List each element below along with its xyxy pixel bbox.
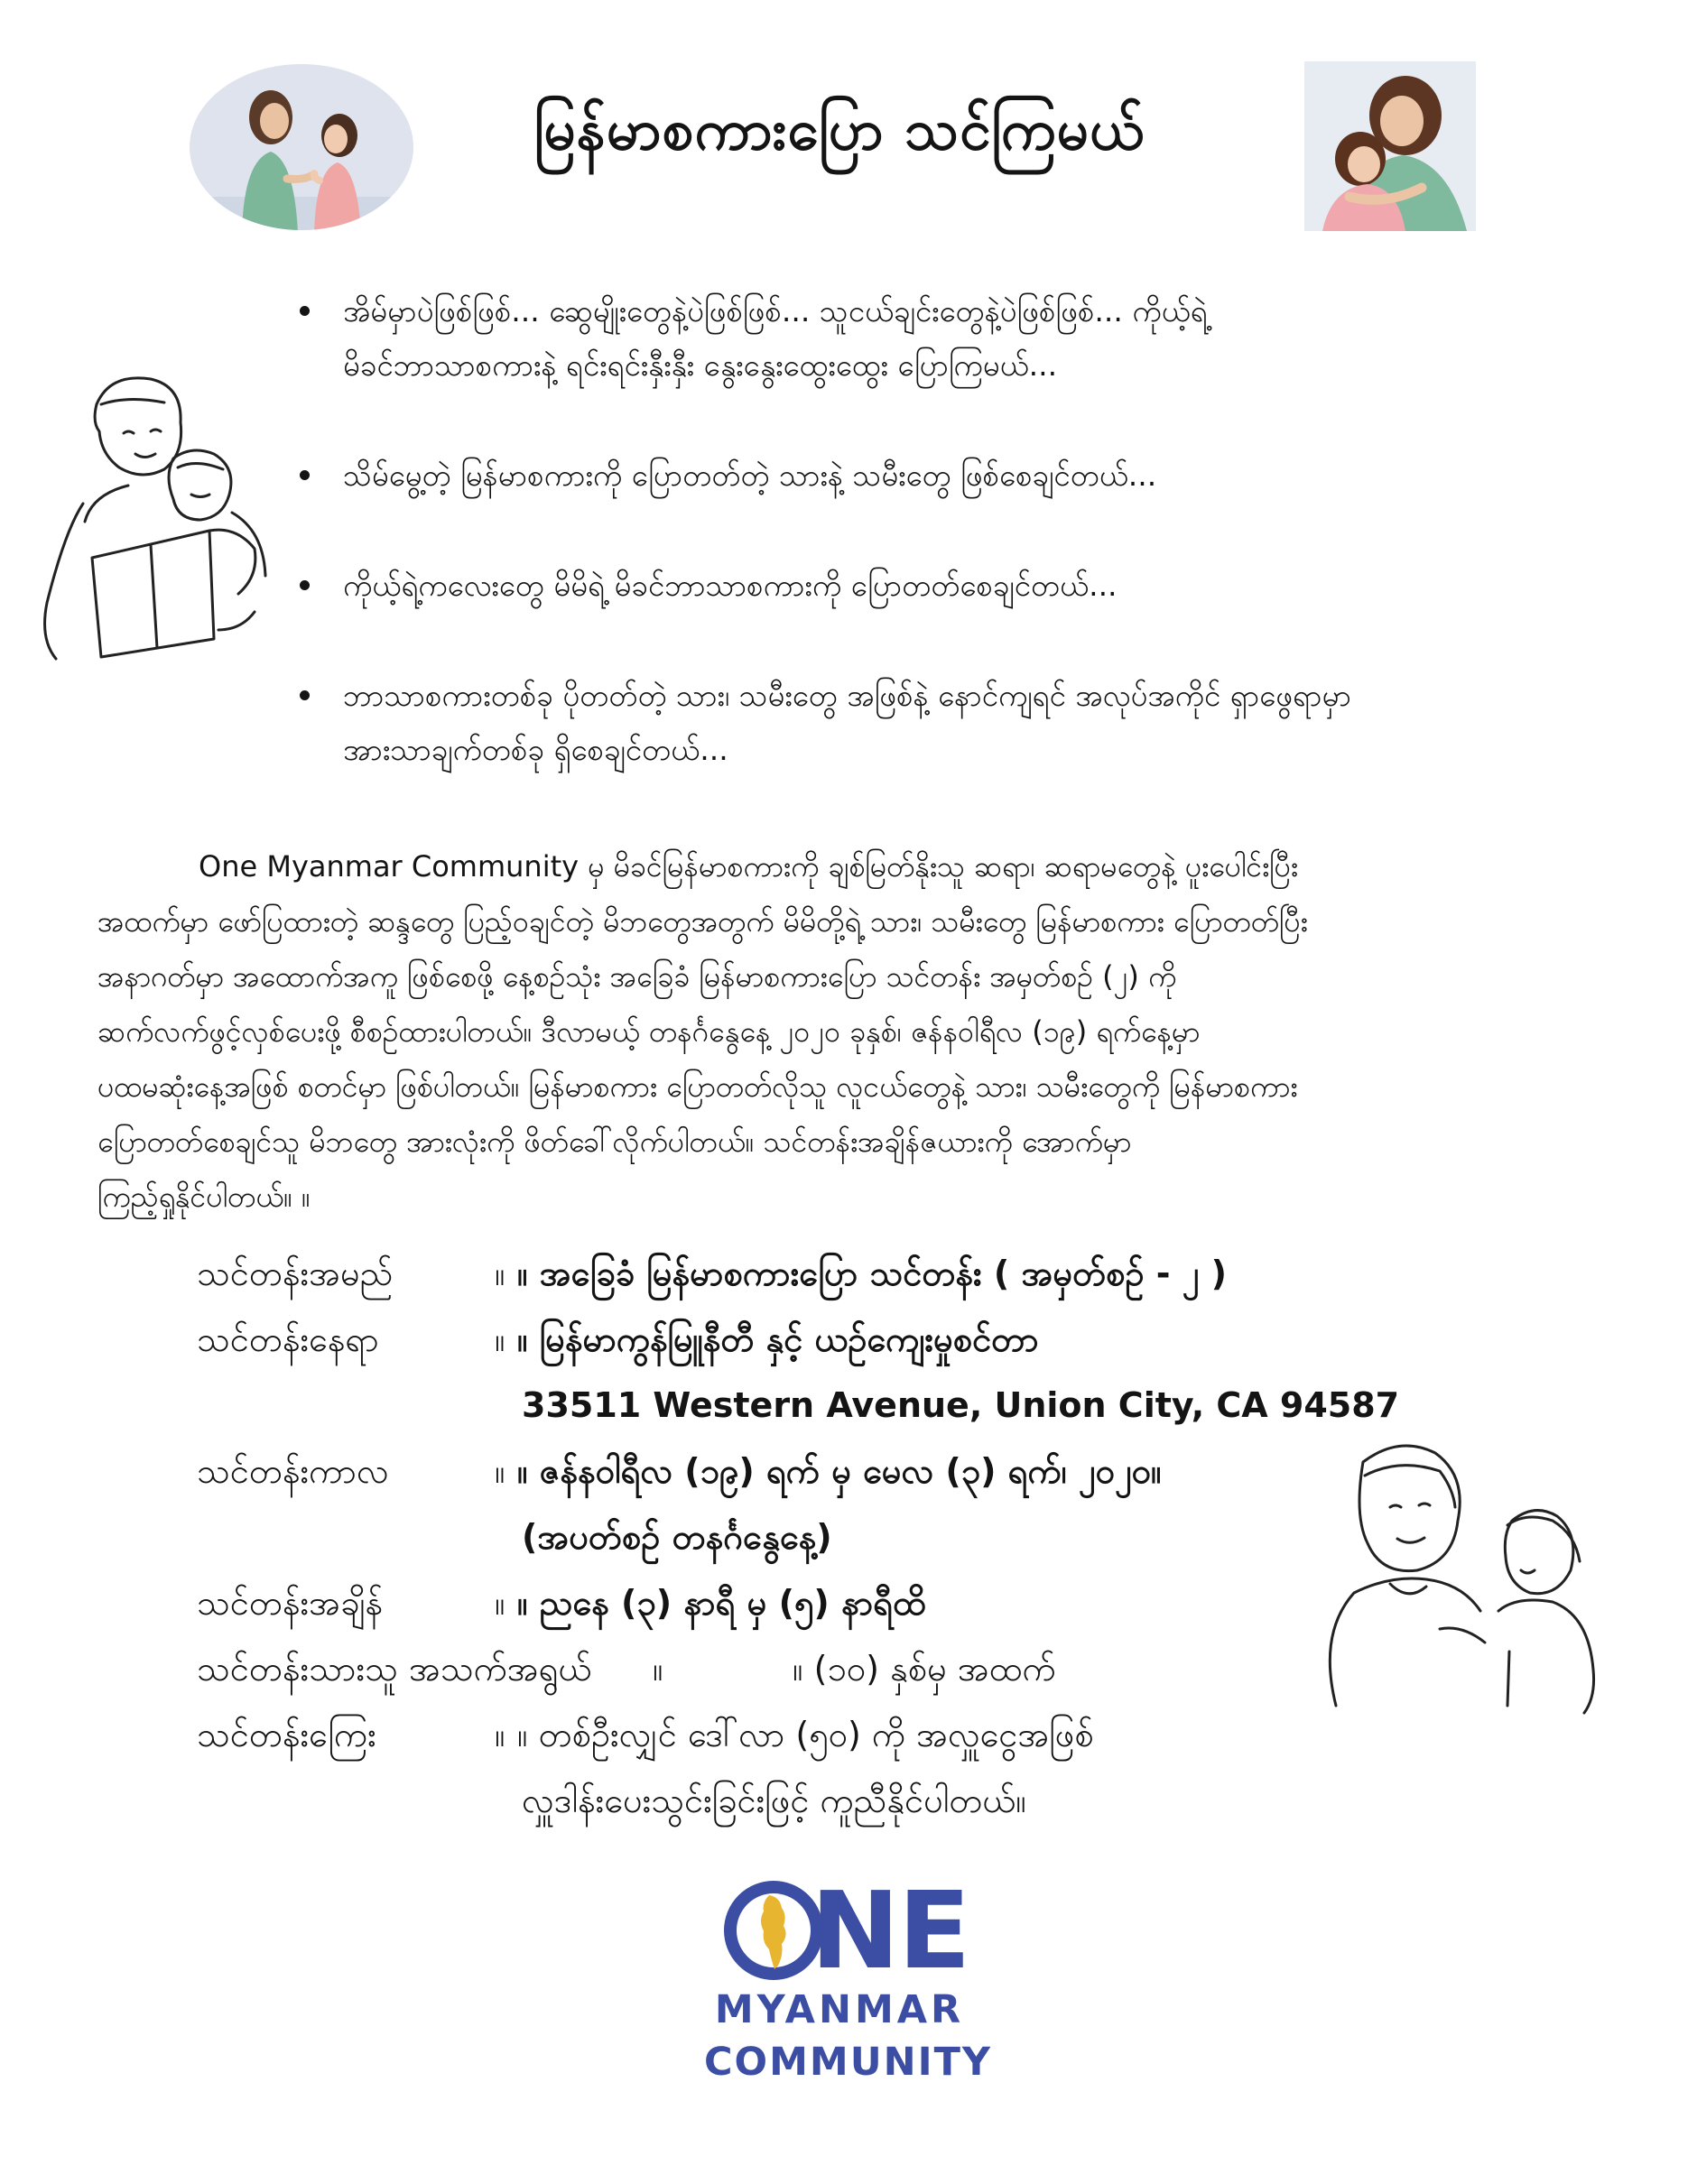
- paragraph-line: ဆက်လက်ဖွင့်လှစ်ပေးဖို့ စီစဥ်ထားပါတယ်။ ဒီလာမယ့် တနင်္ဂနွေနေ့ ၂၀၂၀ ခုနှစ်၊ ဇန်နဝါရီလ (၁၉) ရက်နေ့မှာ: [97, 1014, 1201, 1049]
- detail-value: ။ မြန်မာကွန်မြူနီတီ နှင့် ယဥ်ကျေးမှုစင်တာ: [517, 1319, 1039, 1359]
- detail-separator: ။: [495, 1319, 505, 1359]
- detail-label: သင်တန်းကြေး: [197, 1715, 376, 1754]
- bullet-text-line: ကိုယ့်ရဲ့ကလေးတွေ မိမိရဲ့ မိခင်ဘာသာစကားကို ပြောတတ်စေချင်တယ်...: [343, 568, 1118, 603]
- paragraph-line: ပြောတတ်စေချင်သူ မိဘတွေ အားလုံးကို ဖိတ်ခေါ်လိုက်ပါတယ်။ သင်တန်းအချိန်ဇယားကို အောက်မှာ: [97, 1124, 1132, 1159]
- paragraph-line: အနာဂတ်မှာ အထောက်အကူ ဖြစ်စေဖို့ နေ့စဥ်သုံး အခြေခံ မြန်မာစကားပြော သင်တန်း အမှတ်စဥ် (၂) ကို: [97, 959, 1177, 994]
- detail-row-fee-note: [197, 1768, 1551, 1834]
- bullet-text-line: သိမ်မွေ့တဲ့ မြန်မာစကားကို ပြောတတ်တဲ့ သားနဲ့ သမီးတွေ ဖြစ်စေချင်တယ်...: [343, 458, 1157, 493]
- intro-paragraph: [97, 839, 1587, 1225]
- bullet-text-line: အိမ်မှာပဲဖြစ်ဖြစ်... ဆွေမျိုးတွေနဲ့ပဲဖြစ်ဖြစ်... သူငယ်ချင်းတွေနဲ့ပဲဖြစ်ဖြစ်... ကိုယ့်ရဲ့: [343, 293, 1208, 329]
- list-item: [289, 449, 1571, 503]
- detail-row-period-note: [197, 1504, 1551, 1570]
- one-myanmar-community-logo: [704, 1868, 993, 2094]
- myanmar-map-icon: [724, 1879, 823, 1982]
- detail-row-age: [197, 1636, 1551, 1702]
- bullet-text-line: မိခင်ဘာသာစကားနဲ့ ရင်းရင်းနှီးနှီး နွေးနွေးထွေးထွေး ပြောကြမယ်...: [343, 347, 1058, 383]
- bullet-text-line: ဘာသာစကားတစ်ခု ပိုတတ်တဲ့ သား၊ သမီးတွေ အဖြစ်နဲ့ နောင်ကျရင် အလုပ်အကိုင် ရှာဖွေရာမှာ: [343, 678, 1351, 713]
- paragraph-line: အထက်မှာ ဖော်ပြထားတဲ့ ဆန္ဒတွေ ပြည့်ဝချင်တဲ့ မိဘတွေအတွက် မိမိတို့ရဲ့ သား၊ သမီးတွေ မြန်မာစကား ပြောတတ်ပြီး: [97, 904, 1308, 939]
- detail-row-time: [197, 1570, 1551, 1636]
- father-reading-book-to-son-sketch: [29, 368, 291, 662]
- page-title: မြန်မာစကားပြော သင်ကြမယ်: [533, 97, 1145, 162]
- detail-row-name: [197, 1241, 1551, 1307]
- detail-row-period: [197, 1439, 1551, 1504]
- bullet-list: [289, 284, 1571, 777]
- paragraph-line: One Myanmar Community မှ မိခင်မြန်မာစကားကို ချစ်မြတ်နိုးသူ ဆရာ၊ ဆရာမတွေနဲ့ ပူးပေါင်းပြီး: [199, 849, 1298, 884]
- list-item: [289, 559, 1571, 613]
- detail-row-address: [197, 1373, 1551, 1439]
- paragraph-line: ကြည့်ရှုနိုင်ပါတယ်။ ။: [97, 1180, 311, 1214]
- bullet-icon: [300, 306, 310, 316]
- detail-label: သင်တန်းအချိန်: [197, 1583, 384, 1623]
- bullet-text-line: အားသာချက်တစ်ခု ရှိစေချင်တယ်...: [343, 732, 728, 767]
- detail-value: ။ ညနေ (၃) နာရီ မှ (၅) နာရီထိ: [517, 1583, 926, 1623]
- detail-separator: ။: [495, 1254, 505, 1293]
- period-note: (အပတ်စဥ် တနင်္ဂနွေနေ့): [522, 1517, 832, 1557]
- detail-value: ။ တစ်ဦးလျှင် ဒေါ်လာ (၅၀) ကို အလှူငွေအဖြစ်: [517, 1715, 1094, 1754]
- course-details: [197, 1241, 1551, 1834]
- mother-hugging-daughter-illustration: [1304, 61, 1476, 231]
- detail-label: သင်တန်းနေရာ: [197, 1319, 379, 1359]
- logo-myanmar-text: MYANMAR: [714, 1987, 965, 2032]
- detail-label: သင်တန်းသားသူ အသက်အရွယ်: [197, 1649, 592, 1689]
- detail-value: ။ အခြေခံ မြန်မာစကားပြော သင်တန်း ( အမှတ်စဥ် - ၂ ): [517, 1254, 1228, 1293]
- fee-note: လှူဒါန်းပေးသွင်းခြင်းဖြင့် ကူညီနိုင်ပါတယ်။: [522, 1781, 1026, 1820]
- detail-value: ။ (၁၀) နှစ်မှ အထက်: [793, 1649, 1056, 1689]
- detail-separator: ။: [495, 1715, 505, 1754]
- logo-one-text: NE: [811, 1868, 969, 1993]
- detail-row-location: [197, 1307, 1551, 1373]
- list-item: [289, 284, 1571, 393]
- address-text: 33511 Western Avenue, Union City, CA 94587: [522, 1385, 1400, 1425]
- detail-separator: ။: [653, 1649, 663, 1689]
- paragraph-line: ပထမဆုံးနေ့အဖြစ် စတင်မှာ ဖြစ်ပါတယ်။ မြန်မာစကား ပြောတတ်လိုသူ လူငယ်တွေနဲ့ သား၊ သမီးတွေကို မြန်မာစကား: [97, 1069, 1298, 1104]
- bullet-icon: [300, 580, 310, 590]
- detail-separator: ။: [495, 1583, 505, 1623]
- bullet-icon: [300, 470, 310, 480]
- detail-separator: ။: [495, 1451, 505, 1491]
- detail-row-fee: [197, 1702, 1551, 1768]
- list-item: [289, 669, 1571, 777]
- detail-value: ။ ဇန်နဝါရီလ (၁၉) ရက် မှ မေလ (၃) ရက်၊ ၂၀၂၀။: [517, 1451, 1162, 1491]
- detail-label: သင်တန်းအမည်: [197, 1254, 394, 1293]
- bullet-icon: [300, 690, 310, 700]
- detail-label: သင်တန်းကာလ: [197, 1451, 389, 1491]
- logo-community-text: COMMUNITY: [704, 2040, 993, 2085]
- mother-daughter-clapping-illustration: [188, 61, 415, 233]
